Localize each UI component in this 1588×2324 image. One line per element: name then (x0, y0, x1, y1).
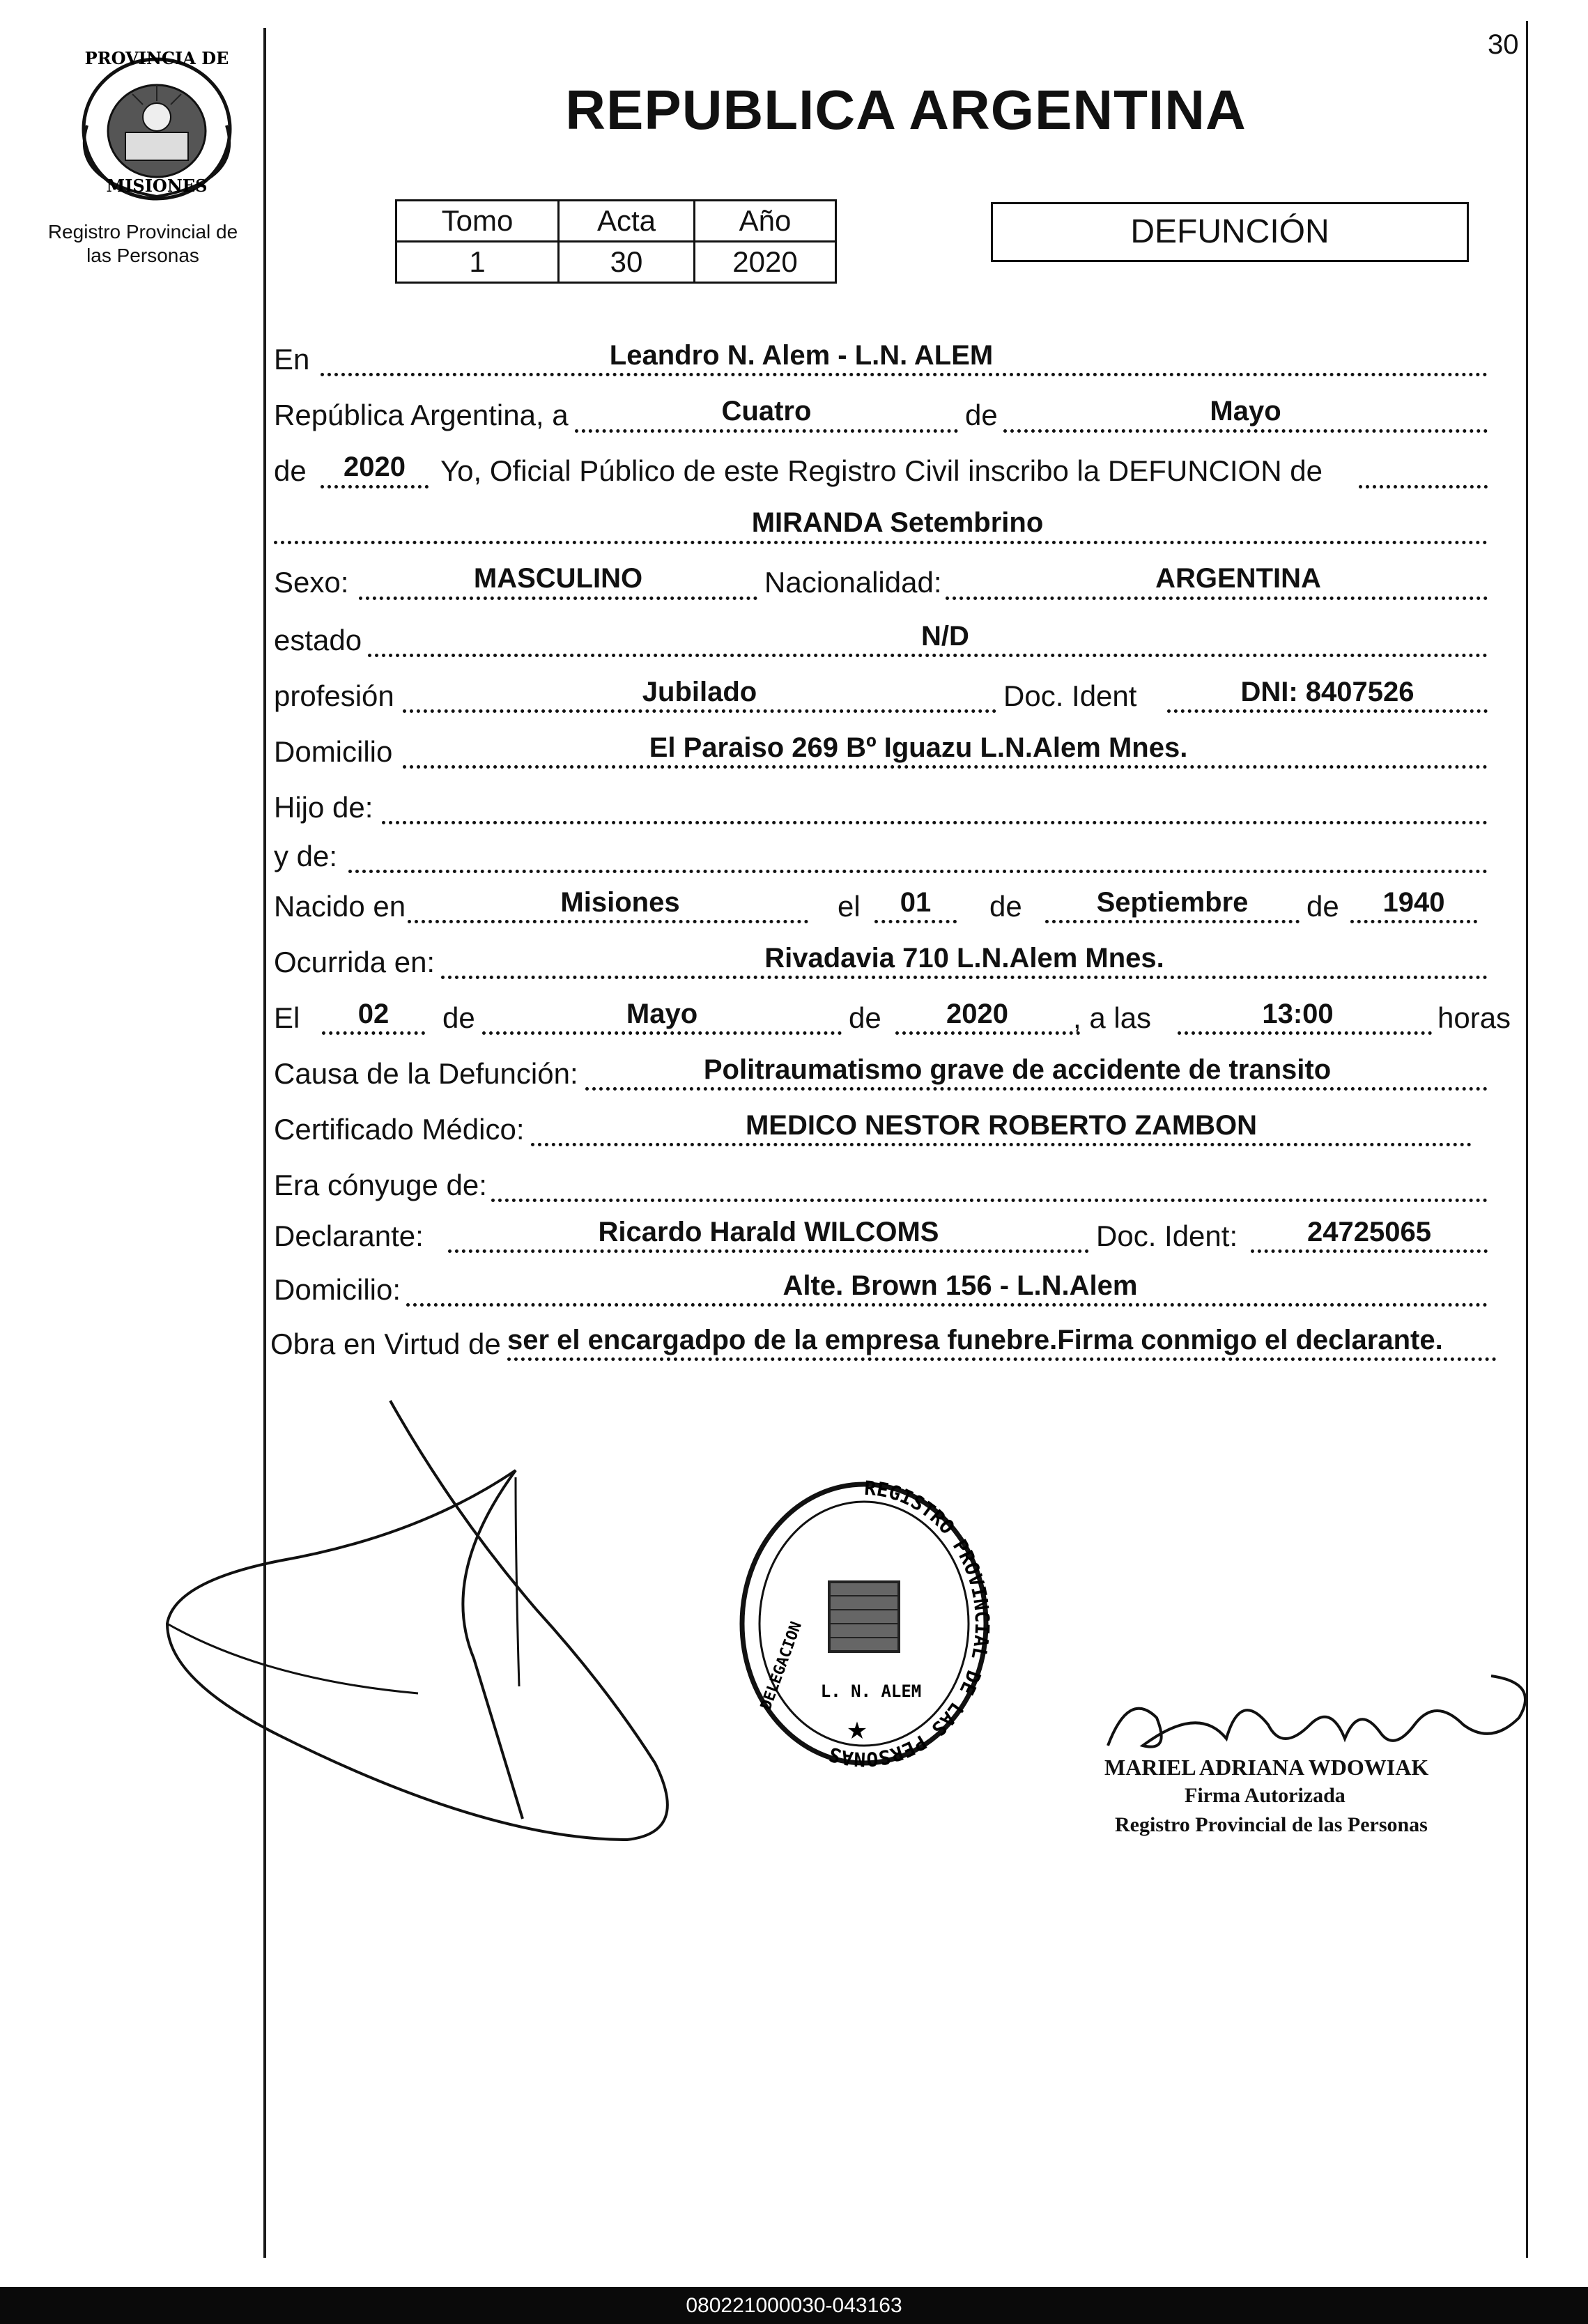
reference-table (395, 199, 837, 284)
label-conyuge: Era cónyuge de: (274, 1169, 487, 1201)
value-causa: Politraumatismo grave de accidente de transito (703, 1054, 1332, 1085)
label-el: el (838, 890, 861, 923)
emblem-text-top: PROVINCIA DE (84, 48, 229, 68)
label-ocurrida-en: Ocurrida en: (274, 946, 435, 978)
right-margin-rule (1526, 21, 1528, 2258)
dotted-line (946, 597, 1488, 600)
dotted-line (322, 1031, 425, 1035)
label-domicilio: Domicilio (274, 735, 393, 768)
dotted-line (359, 597, 757, 600)
value-obra: ser el encargadpo de la empresa funebre.Firma conmigo el declarante. (507, 1325, 1443, 1355)
dotted-line (274, 541, 1488, 544)
reference-header-anio: Año (695, 201, 836, 242)
value-mes-registro: Mayo (1210, 396, 1281, 426)
reference-value-acta: 30 (559, 242, 695, 283)
emblem-text-bottom: MISIONES (106, 176, 208, 196)
label-causa: Causa de la Defunción: (274, 1057, 578, 1090)
dotted-line (321, 373, 1488, 376)
dotted-line (491, 1199, 1488, 1202)
document-type-box: DEFUNCIÓN (991, 202, 1469, 262)
dotted-line (1359, 485, 1488, 488)
stamp-star-icon: ★ (846, 1718, 868, 1744)
value-declarante: Ricardo Harald WILCOMS (598, 1217, 939, 1247)
registry-caption-line1: Registro Provincial de (47, 221, 238, 243)
reference-header-row (396, 201, 836, 242)
value-anio-registro: 2020 (344, 452, 406, 482)
value-profesion: Jubilado (642, 677, 757, 707)
dotted-line (321, 485, 429, 488)
value-nacionalidad: ARGENTINA (1155, 563, 1321, 594)
dotted-line (408, 920, 808, 923)
label-y-de: y de: (274, 840, 338, 872)
dotted-line (1350, 920, 1477, 923)
dotted-line (368, 654, 1488, 657)
dotted-line (448, 1249, 1089, 1253)
label-horas: horas (1437, 1001, 1511, 1034)
dotted-line (531, 1143, 1472, 1146)
label-de: de (989, 890, 1022, 923)
dotted-line (575, 429, 958, 433)
page-title: REPUBLICA ARGENTINA (565, 79, 1247, 141)
stamp-center-text: L. N. ALEM (820, 1682, 922, 1701)
value-nacido-dia: 01 (900, 887, 932, 918)
label-hijo-de: Hijo de: (274, 791, 373, 824)
label-de: de (442, 1001, 475, 1034)
left-margin-rule (263, 28, 266, 2258)
dotted-line (874, 920, 957, 923)
dotted-line (348, 870, 1488, 873)
label-certificado: Certificado Médico: (274, 1113, 525, 1146)
value-nacido-anio: 1940 (1382, 887, 1445, 918)
reference-value-row (396, 242, 836, 283)
dotted-line (585, 1087, 1488, 1091)
label-yo: Yo, Oficial Público de este Registro Civil inscribo la DEFUNCION de (440, 454, 1323, 487)
label-en: En (274, 343, 310, 376)
reference-header-acta: Acta (559, 201, 695, 242)
province-emblem (56, 35, 258, 202)
label-doc-ident-declarante: Doc. Ident: (1096, 1219, 1238, 1252)
dotted-line (406, 1303, 1488, 1307)
label-estado: estado (274, 624, 362, 656)
label-de: de (1306, 890, 1339, 923)
value-dia-registro: Cuatro (721, 396, 812, 426)
value-fallecimiento-mes: Mayo (626, 999, 698, 1029)
label-republica: República Argentina, a (274, 399, 569, 431)
label-declarante: Declarante: (274, 1219, 424, 1252)
value-fallecimiento-dia: 02 (357, 999, 390, 1029)
value-fallecimiento-hora: 13:00 (1262, 999, 1334, 1029)
label-a-las: , a las (1073, 1001, 1152, 1034)
dotted-line (482, 1031, 842, 1035)
value-nombre: MIRANDA Setembrino (751, 507, 1044, 538)
value-declarante-domicilio: Alte. Brown 156 - L.N.Alem (783, 1270, 1138, 1301)
dotted-line (1178, 1031, 1432, 1035)
label-de: de (849, 1001, 881, 1034)
label-profesion: profesión (274, 679, 394, 712)
reference-value-anio: 2020 (695, 242, 836, 283)
signer-name: MARIEL ADRIANA WDOWIAK (1104, 1755, 1429, 1780)
dotted-line (441, 976, 1488, 979)
value-domicilio: El Paraiso 269 Bº Iguazu L.N.Alem Mnes. (649, 732, 1188, 763)
stamp-ring-text: REGISTRO PROVINCIAL DE LAS PERSONAS (826, 1476, 994, 1771)
signer-role: Firma Autorizada (1185, 1784, 1346, 1807)
label-de: de (274, 454, 307, 487)
official-stamp (732, 1453, 996, 1787)
value-fallecimiento-anio: 2020 (946, 999, 1008, 1029)
reference-value-tomo: 1 (396, 242, 559, 283)
value-nacido-lugar: Misiones (560, 887, 680, 918)
value-estado: N/D (921, 621, 969, 652)
value-declarante-doc: 24725065 (1307, 1217, 1431, 1247)
label-obra: Obra en Virtud de (270, 1328, 501, 1360)
dotted-line (403, 709, 996, 713)
value-lugar: Leandro N. Alem - L.N. ALEM (609, 340, 994, 371)
label-domicilio-declarante: Domicilio: (274, 1273, 401, 1306)
dotted-line (1251, 1249, 1488, 1253)
registry-caption-line2: las Personas (86, 245, 199, 266)
label-nacido-en: Nacido en (274, 890, 406, 923)
dotted-line (403, 765, 1488, 769)
value-certificado: MEDICO NESTOR ROBERTO ZAMBON (745, 1110, 1258, 1141)
value-documento: DNI: 8407526 (1240, 677, 1414, 707)
label-sexo: Sexo: (274, 566, 349, 599)
dotted-line (1167, 709, 1488, 713)
label-de: de (965, 399, 998, 431)
label-doc-ident: Doc. Ident (1003, 679, 1137, 712)
reference-header-tomo: Tomo (396, 201, 559, 242)
value-nacido-mes: Septiembre (1096, 887, 1249, 918)
registry-caption (28, 220, 258, 268)
dotted-line (895, 1031, 1080, 1035)
value-sexo: MASCULINO (473, 563, 643, 594)
label-el-fecha: El (274, 1001, 300, 1034)
dotted-line (382, 821, 1488, 824)
signer-office: Registro Provincial de las Personas (1115, 1813, 1428, 1836)
footer-code-bar: 080221000030-043163 (0, 2287, 1588, 2324)
dotted-line (507, 1357, 1497, 1361)
value-ocurrida-lugar: Rivadavia 710 L.N.Alem Mnes. (764, 943, 1164, 974)
page-number: 30 (1488, 29, 1519, 60)
label-nacionalidad: Nacionalidad: (764, 566, 942, 599)
stamp-side-text: DELEGACION (757, 1619, 805, 1713)
dotted-line (1003, 429, 1488, 433)
dotted-line (1045, 920, 1300, 923)
